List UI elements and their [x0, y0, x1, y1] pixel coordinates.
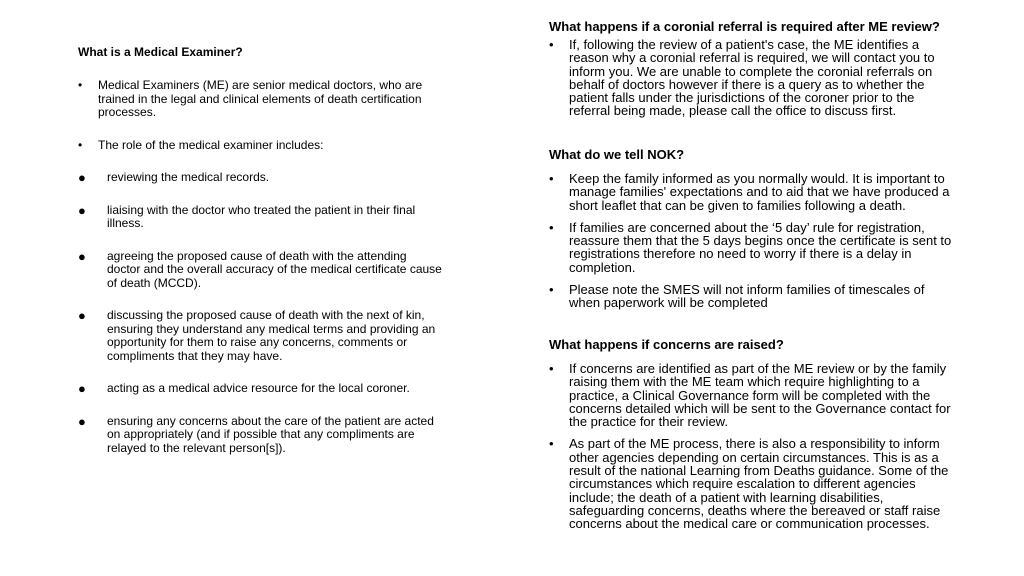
list-item: [78, 250, 443, 291]
bullet-icon: •: [549, 37, 554, 52]
list-item-text: If families are concerned about the ‘5 day’ rule for registration, reassure them that the 5 days begins once the certificate is sent to registrations therefore no need to worry if there is a delay in completion.: [569, 219, 952, 275]
list-item: [549, 172, 959, 212]
bullet-icon: •: [549, 219, 554, 235]
list-item-text: agreeing the proposed cause of death with the attending doctor and the overall accuracy of the medical certificate cause of death (MCCD).: [107, 248, 442, 290]
list-item-text: If concerns are identified as part of the ME review or by the family raising them with the ME team which require highlighting to a practice, a Clinical Governance form will be completed with the concerns detailed which will be sent to the Governance contact for the practice for their review.: [569, 361, 951, 430]
list-item-text: ensuring any concerns about the care of the patient are acted on appropriately (and if possible that any compliments are relayed to the relevant person[s]).: [107, 413, 434, 455]
bullet-icon: •: [549, 436, 554, 452]
list-item-text: discussing the proposed cause of death with the next of kin, ensuring they understand any medical terms and providing an opportunity for them to raise any concerns, comments or compliments that they may have.: [107, 308, 436, 363]
section-concerns-raised: [549, 338, 959, 531]
list-item: [549, 221, 959, 274]
list-item: [78, 382, 443, 396]
bullet-icon: •: [549, 361, 554, 376]
list-item: [549, 283, 959, 310]
list-item: [549, 437, 959, 530]
list-item-text: Keep the family informed as you normally would. It is important to manage families' expectations and to aid that we have produced a short leaflet that can be given to families following a death.: [569, 171, 950, 213]
list-item: [549, 362, 959, 428]
list-item: [78, 171, 443, 185]
section-heading: What happens if a coronial referral is required after ME review?: [549, 19, 940, 34]
bullet-icon: •: [549, 171, 554, 186]
bullet-icon: ●: [78, 202, 86, 218]
section-heading: What is a Medical Examiner?: [78, 45, 243, 59]
section-heading: What happens if concerns are raised?: [549, 337, 784, 352]
list-item-text: Medical Examiners (ME) are senior medical doctors, who are trained in the legal and clinical elements of death certification processes.: [98, 78, 423, 119]
section-heading: What do we tell NOK?: [549, 147, 685, 162]
section-list: [549, 38, 959, 118]
list-item-text: Please note the SMES will not inform families of timescales of when paperwork will be completed: [569, 282, 925, 311]
list-item: [78, 309, 443, 363]
left-list: [78, 79, 443, 474]
list-item: [78, 79, 443, 120]
section-coronial-referral: [549, 20, 959, 118]
list-item-text: As part of the ME process, there is also a responsibility to inform other agencies depending on certain circumstances. This is as a result of the national Learning from Deaths guidance. Some of the circumstances which require escalation to different agencies include; the death of a patient with learning disabilities, safeguarding concerns, deaths where the bereaved or staff raise concerns about the medical care or communication processes.: [569, 436, 949, 532]
bullet-icon: •: [78, 78, 83, 92]
bullet-icon: ●: [78, 170, 86, 185]
list-item-text: The role of the medical examiner includes:: [98, 137, 324, 152]
list-item: [78, 204, 443, 231]
bullet-icon: •: [549, 282, 554, 298]
list-item: [78, 415, 443, 456]
section-what-to-tell-nok: [549, 148, 959, 310]
list-item-text: reviewing the medical records.: [107, 170, 270, 184]
list-item-text: If, following the review of a patient's case, the ME identifies a reason why a coronial referral is required, we will contact you to inform you. We are unable to complete the coronial referrals on behalf of doctors however if there is a query as to whether the patient falls under the jurisdictions of the coroner prior to the referral being made, please call the office to discuss first.: [569, 37, 935, 119]
bullet-icon: ●: [78, 413, 86, 429]
section-list: [549, 172, 959, 310]
section-list: [549, 362, 959, 531]
list-item-text: acting as a medical advice resource for the local coroner.: [107, 381, 410, 395]
list-item: [78, 139, 443, 153]
list-item: [549, 38, 959, 118]
bullet-icon: •: [78, 137, 83, 152]
bullet-icon: ●: [78, 308, 86, 323]
list-item-text: liaising with the doctor who treated the patient in their final illness.: [107, 202, 416, 230]
bullet-icon: ●: [78, 381, 86, 396]
bullet-icon: ●: [78, 248, 86, 264]
